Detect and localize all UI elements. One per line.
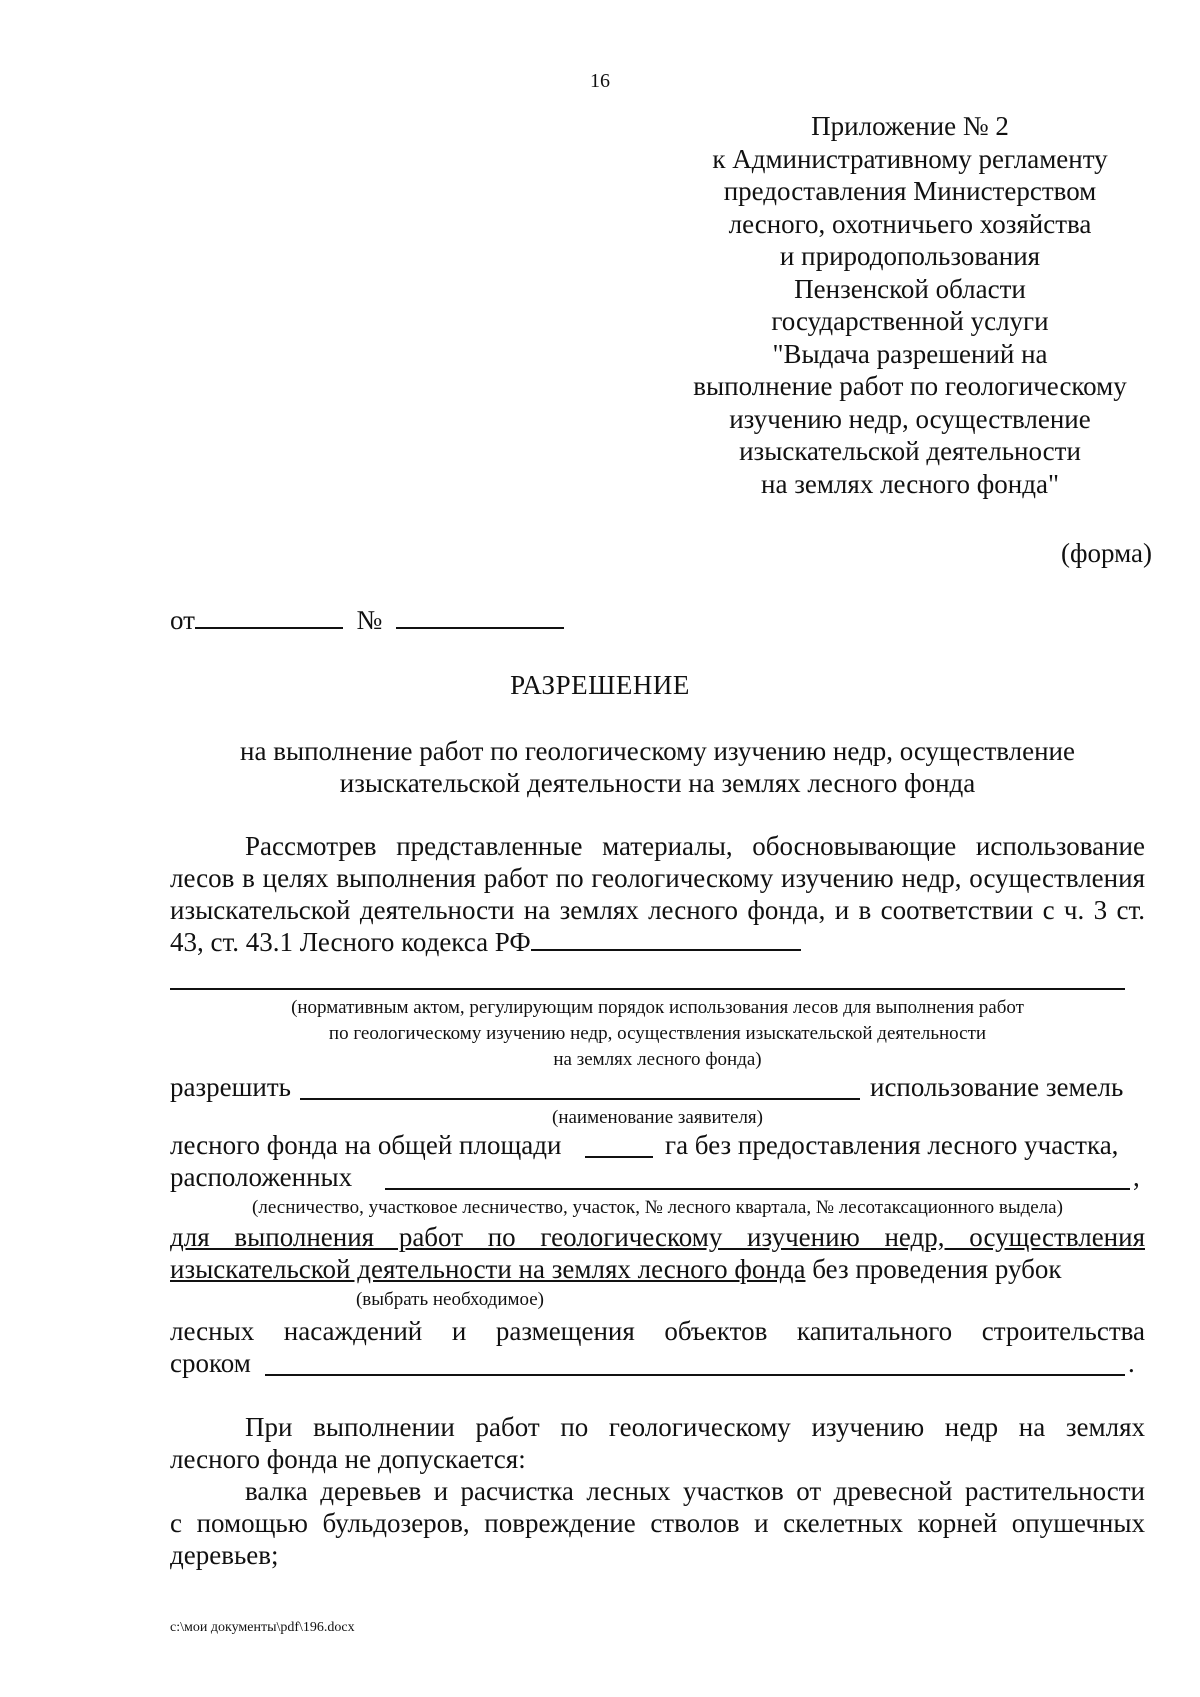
term-blank	[265, 1374, 1125, 1376]
term-dot: .	[1128, 1348, 1135, 1378]
applicant-blank	[300, 1098, 860, 1100]
appendix-line: изыскательской деятельности	[739, 436, 1081, 466]
location-blank	[385, 1188, 1130, 1190]
from-label: от	[170, 605, 195, 635]
appendix-line: и природопользования	[779, 241, 1041, 271]
paragraph2-line-1: При выполнении работ по геологическому изучению недр на землях	[245, 1412, 1145, 1442]
paragraph-considering	[170, 830, 1145, 958]
appendix-line: изучению недр, осуществление	[729, 403, 1091, 434]
act-blank-line	[170, 988, 1125, 990]
appendix-line: выполнение работ по геологическому	[693, 371, 1127, 401]
note-line: по геологическому изучению недр, осуществления изыскательской деятельности	[328, 1023, 987, 1044]
document-title: РАЗРЕШЕНИЕ	[510, 670, 690, 700]
appendix-line: предоставления Министерством	[723, 176, 1097, 206]
purpose-tail: без проведения рубок	[805, 1254, 1062, 1284]
located-comma: ,	[1133, 1162, 1140, 1192]
paragraph3-line-1: валка деревьев и расчистка лесных участков от древесной растительности	[245, 1476, 1145, 1506]
subtitle-line: на выполнение работ по геологическому изучению недр, осуществление	[240, 736, 1075, 766]
no-felling-line: лесных насаждений и размещения объектов капитального строительства	[170, 1316, 1145, 1346]
paragraph2-line-2: лесного фонда не допускается:	[170, 1444, 526, 1474]
area-blank	[585, 1156, 653, 1158]
purpose-line-2	[170, 1254, 1061, 1285]
appendix-line: государственной услуги	[771, 306, 1049, 336]
term-label: сроком	[170, 1348, 251, 1378]
note-applicant: (наименование заявителя)	[552, 1107, 763, 1128]
form-label: (форма)	[1061, 538, 1152, 568]
note-line: (нормативным актом, регулирующим порядок использования лесов для выполнения работ	[291, 997, 1024, 1018]
note-location: (лесничество, участковое лесничество, участок, № лесного квартала, № лесотаксационного выдела)	[252, 1197, 1063, 1218]
footer-file-path: c:\мои документы\pdf\196.docx	[170, 1620, 355, 1635]
appendix-header	[670, 110, 1150, 500]
note-act	[170, 995, 1145, 1073]
area-line-end: га без предоставления лесного участка,	[665, 1130, 1119, 1160]
permit-word: разрешить	[170, 1072, 291, 1102]
paragraph3-line-3: деревьев;	[170, 1540, 279, 1570]
act-blank	[531, 927, 801, 951]
area-line-start: лесного фонда на общей площади	[170, 1130, 562, 1160]
note-line: на землях лесного фонда)	[553, 1049, 762, 1070]
note-choose: (выбрать необходимое)	[355, 1289, 544, 1310]
date-number-line	[170, 605, 564, 636]
appendix-line: лесного, охотничьего хозяйства	[728, 208, 1092, 239]
date-blank	[195, 605, 343, 629]
appendix-line: к Административному регламенту	[712, 143, 1108, 174]
permit-tail: использование земель	[870, 1072, 1124, 1102]
appendix-line: "Выдача разрешений на	[772, 338, 1048, 369]
purpose-line-1: для выполнения работ по геологическому изучению недр, осуществления	[170, 1222, 1145, 1252]
purpose-underlined: изыскательской деятельности на землях лесного фонда	[170, 1254, 806, 1284]
located-label: расположенных	[170, 1162, 353, 1192]
number-blank	[396, 605, 564, 629]
paragraph-text: Рассмотрев представленные материалы, обосновывающие использование лесов в целях выполнения работ по геологическому изучению недр, осуществления изыскательской деятельности на землях лесного фонда, и в соответствии с ч. 3 ст. 43, ст. 43.1 Лесного кодекса РФ	[170, 831, 1145, 957]
paragraph3-line-2: с помощью бульдозеров, повреждение стволов и скелетных корней опушечных	[170, 1508, 1145, 1538]
appendix-line: Пензенской области	[794, 273, 1026, 304]
page-number: 16	[590, 70, 610, 92]
subtitle-line: изыскательской деятельности на землях лесного фонда	[339, 768, 976, 798]
number-label: №	[356, 605, 383, 635]
appendix-line: на землях лесного фонда"	[761, 468, 1059, 499]
document-subtitle	[170, 735, 1145, 799]
appendix-line: Приложение № 2	[811, 111, 1009, 141]
